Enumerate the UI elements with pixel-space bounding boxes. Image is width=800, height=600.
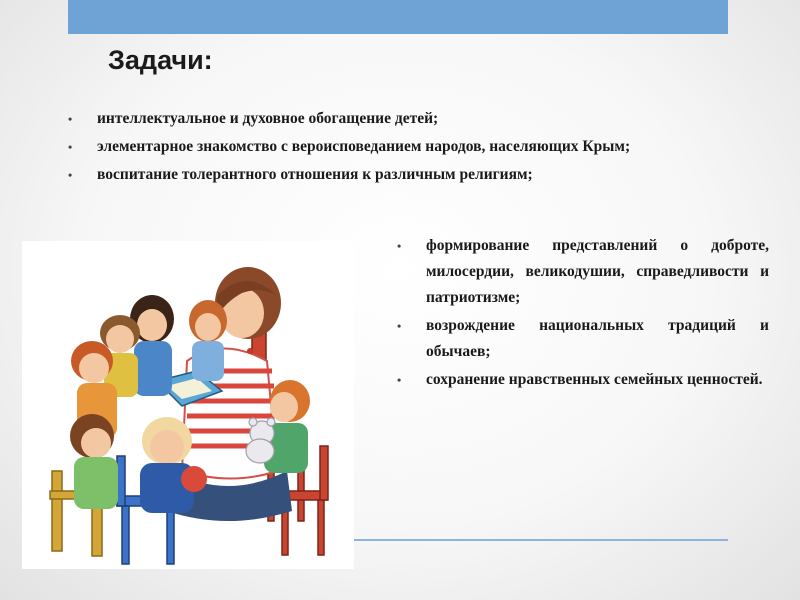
- list-item: [68, 162, 769, 188]
- bullet-icon: •: [397, 239, 402, 253]
- list-item: [397, 313, 769, 365]
- list-item-text: интеллектуальное и духовное обогащение детей;: [97, 110, 439, 127]
- list-item-text: элементарное знакомство с вероисповеданием народов, населяющих Крым;: [97, 138, 631, 155]
- bullet-icon: •: [397, 319, 402, 333]
- list-item-text: возрождение национальных традиций и обычаев;: [426, 317, 769, 360]
- teacher-reading-illustration: [22, 241, 354, 569]
- child-figure: [189, 300, 227, 381]
- list-item-text: воспитание толерантного отношения к различным религиям;: [97, 166, 533, 183]
- slide-title: Задачи:: [108, 45, 213, 75]
- bullet-icon: •: [68, 140, 73, 154]
- task-list-right: [397, 233, 769, 395]
- list-item-text: сохранение нравственных семейных ценностей.: [426, 371, 763, 388]
- bullet-icon: •: [68, 168, 73, 182]
- list-item: [68, 134, 769, 160]
- list-item-text: формирование представлений о доброте, милосердии, великодушии, справедливости и патриотизме;: [426, 237, 769, 306]
- list-item: [68, 106, 769, 132]
- bullet-icon: •: [68, 112, 73, 126]
- list-item: [397, 233, 769, 311]
- task-list-top: [68, 106, 769, 190]
- illustration-svg: [22, 241, 354, 569]
- top-accent-bar: [68, 0, 728, 34]
- bottom-accent-line: [352, 539, 728, 541]
- list-item: [397, 367, 769, 393]
- bullet-icon: •: [397, 373, 402, 387]
- child-figure: [70, 414, 118, 509]
